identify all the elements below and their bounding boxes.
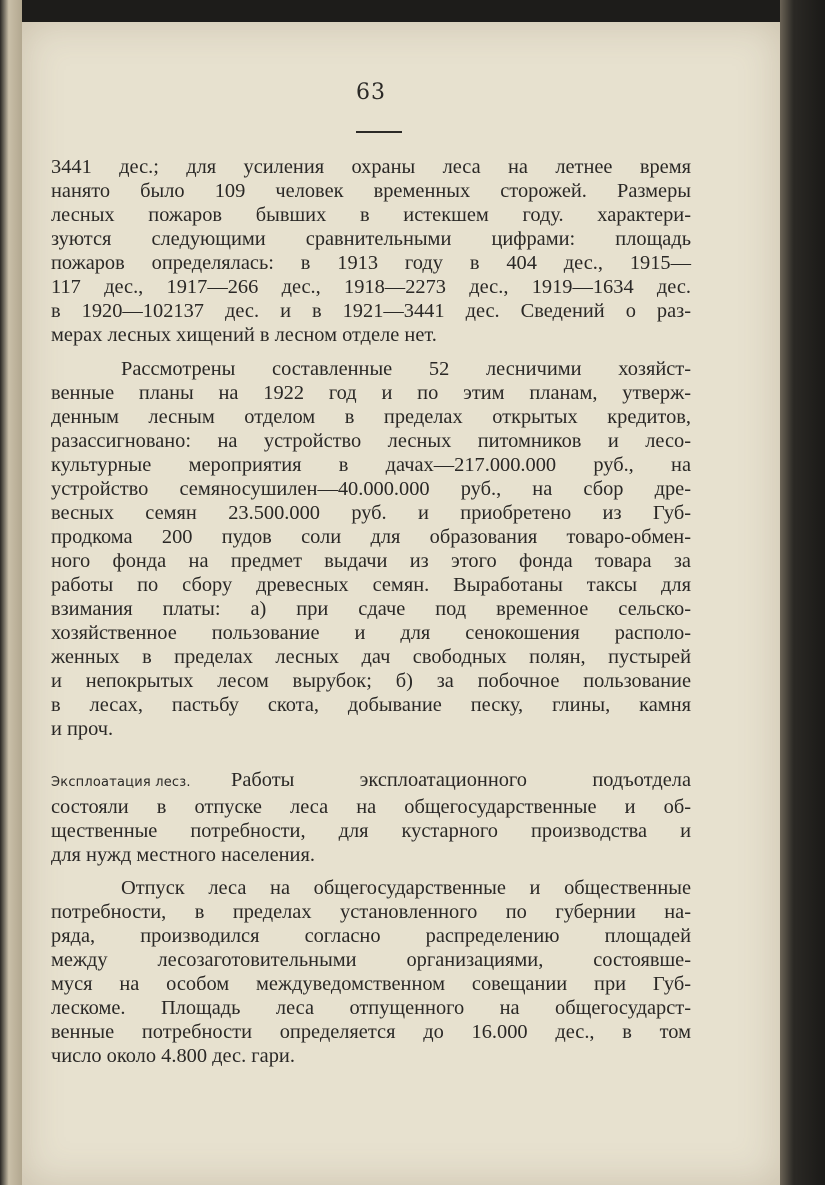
text-line: работы по сбору древесных семян. Выработаны таксы для	[51, 574, 691, 596]
text-line: ряда, производился согласно распределению площадей	[51, 925, 691, 947]
text-line: ного фонда на предмет выдачи из этого фонда товара за	[51, 550, 691, 572]
side-label: Эксплоатация лесз.	[51, 775, 191, 790]
text-line: число около 4.800 дес. гари.	[51, 1045, 295, 1067]
paragraph-forestry-plans	[51, 357, 691, 741]
text-line: хозяйственное пользование и для сенокошения располо-	[51, 622, 691, 644]
text-line: пожаров определялась: в 1913 году в 404 дес., 1915—	[51, 252, 691, 274]
text-line: денным лесным отделом в пределах открытых кредитов,	[51, 406, 691, 428]
text-line: и проч.	[51, 718, 114, 740]
text-line: продкома 200 пудов соли для образования товаро-обмен-	[51, 526, 691, 548]
text-line: венные потребности определяется до 16.000 дес., в том	[51, 1021, 691, 1043]
text-line: 117 дес., 1917—266 дес., 1918—2273 дес., 1919—1634 дес.	[51, 276, 691, 298]
text-line: в лесах, пастьбу скота, добывание песку, глины, камня	[51, 694, 691, 716]
text-line: Отпуск леса на общегосударственные и общественные	[121, 877, 691, 899]
text-line: нанято было 109 человек временных сторожей. Размеры	[51, 180, 691, 202]
text-line: женных в пределах лесных дач свободных полян, пустырей	[51, 646, 691, 668]
text-line: между лесозаготовительными организациями, состоявше-	[51, 949, 691, 971]
text-line: для нужд местного населения.	[51, 844, 315, 866]
text-line-with-side-label	[51, 768, 691, 795]
text-line: и непокрытых лесом вырубок; б) за побочное пользование	[51, 670, 691, 692]
page-number: 63	[356, 80, 386, 105]
text-line: в 1920—102137 дес. и в 1921—3441 дес. Сведений о раз-	[51, 300, 691, 322]
text-line: устройство семяносушилен—40.000.000 руб., на сбор дре-	[51, 478, 691, 500]
text-line: весных семян 23.500.000 руб. и приобретено из Губ-	[51, 502, 691, 524]
paragraph-timber-release	[51, 876, 691, 1068]
text-line: зуются следующими сравнительными цифрами: площадь	[51, 228, 691, 250]
text-line: 3441 дес.; для усиления охраны леса на летнее время	[51, 156, 691, 178]
text-line: Работы эксплоатационного подъотдела	[231, 769, 691, 791]
text-line: венные планы на 1922 год и по этим планам, утверж-	[51, 382, 691, 404]
text-line: культурные мероприятия в дачах—217.000.000 руб., на	[51, 454, 691, 476]
paragraph-fire-statistics	[51, 155, 691, 347]
text-line: щественные потребности, для кустарного производства и	[51, 820, 691, 842]
text-line: мерах лесных хищений в лесном отделе нет.	[51, 324, 437, 346]
text-line: разассигновано: на устройство лесных питомников и лесо-	[51, 430, 691, 452]
paragraph-exploitation	[51, 768, 691, 867]
text-line: состояли в отпуске леса на общегосударственные и об-	[51, 796, 691, 818]
text-line: лесных пожаров бывших в истекшем году. характери-	[51, 204, 691, 226]
book-spine-edge	[0, 0, 22, 1185]
page-number-underline	[356, 131, 402, 133]
text-line: Рассмотрены составленные 52 лесничими хозяйст-	[121, 358, 691, 380]
scan-background-edge	[780, 0, 825, 1185]
text-line: муся на особом междуведомственном совещании при Губ-	[51, 973, 691, 995]
text-line: лескоме. Площадь леса отпущенного на общегосударст-	[51, 997, 691, 1019]
text-line: взимания платы: а) при сдаче под временное сельско-	[51, 598, 691, 620]
text-line: потребности, в пределах установленного по губернии на-	[51, 901, 691, 923]
